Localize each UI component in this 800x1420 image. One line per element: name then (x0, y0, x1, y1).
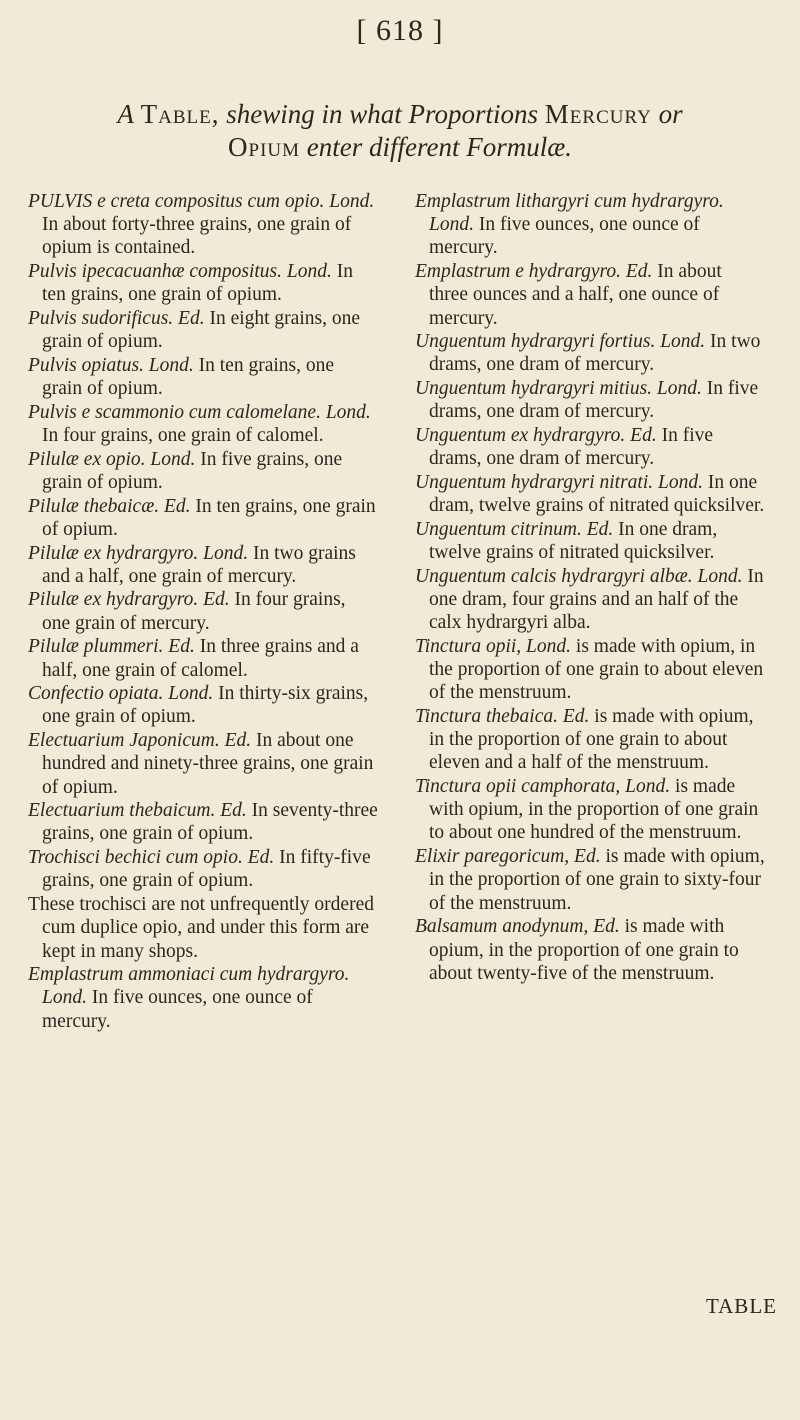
formula-entry (415, 260, 765, 330)
formula-entry (415, 845, 765, 915)
formula-name: Balsamum anodynum, Ed. (415, 916, 620, 938)
formula-name: Pulvis e scammonio cum calomelane. Lond. (28, 401, 371, 423)
formula-proportion: In ten grains, one grain of opium. (42, 495, 376, 540)
formula-proportion: In seventy-three grains, one grain of opium. (42, 800, 378, 845)
formula-entry (415, 424, 765, 470)
formula-name: Emplastrum ammoniaci cum hydrargyro. Lond. (28, 964, 350, 1009)
formula-entry (415, 775, 765, 845)
formula-name: Pulvis ipecacuanhæ compositus. Lond. (28, 261, 332, 283)
formula-entry (28, 799, 378, 845)
formula-name: Electuarium Japonicum. Ed. (28, 730, 252, 752)
formula-name: Confectio opiata. Lond. (28, 683, 214, 705)
formula-proportion: In fifty-five grains, one grain of opium. (42, 847, 371, 892)
formula-name: Emplastrum lithargyri cum hydrargyro. Lond. (415, 191, 724, 236)
formula-entry (28, 846, 378, 892)
formula-name: Unguentum ex hydrargyro. Ed. (415, 425, 657, 447)
formula-entry (28, 354, 378, 400)
formula-entry (415, 635, 765, 705)
formula-proportion: In thirty-six grains, one grain of opium. (42, 683, 369, 728)
formula-proportion: In four grains, one grain of mercury. (42, 589, 346, 634)
formula-name: Pilulæ thebaicæ. Ed. (28, 495, 191, 517)
formula-note (28, 893, 378, 963)
formula-name: Pilulæ ex hydrargyro. Ed. (28, 589, 230, 611)
formula-entry (28, 307, 378, 353)
formula-proportion: In five ounces, one ounce of mercury. (42, 987, 313, 1032)
formula-proportion: In one dram, twelve grains of nitrated quicksilver. (429, 518, 718, 564)
formula-proportion: In four grains, one grain of calomel. (42, 425, 324, 447)
formula-proportion: is made with opium, in the proportion of one grain to about eleven and a half of the menstruum. (429, 705, 754, 774)
formula-proportion: These trochisci are not unfrequently ordered cum duplice opio, and under this form are kept in many shops. (28, 894, 374, 962)
formula-entry (28, 729, 378, 799)
formula-name: Unguentum hydrargyri fortius. Lond. (415, 331, 706, 353)
formula-entry (28, 682, 378, 728)
formula-proportion: is made with opium, in the proportion of one grain to sixty-four of the menstruum. (429, 846, 765, 914)
formula-name: Emplastrum e hydrargyro. Ed. (415, 261, 653, 283)
formula-entry (28, 495, 378, 541)
formula-name: Electuarium thebaicum. Ed. (28, 800, 247, 822)
formula-name: Unguentum hydrargyri mitius. Lond. (415, 378, 702, 400)
formula-proportion: In one dram, four grains and an half of the calx hydrargyri alba. (429, 565, 764, 634)
heading-line-1: A Table, shewing in what Proportions Mercury or (117, 99, 683, 129)
formula-entry (28, 190, 378, 260)
formula-proportion: In about one hundred and ninety-three grains, one grain of opium. (42, 730, 374, 798)
formula-entry (28, 260, 378, 306)
formula-proportion: In about forty-three grains, one grain of opium is contained. (42, 214, 352, 259)
formula-entry (28, 963, 378, 1033)
formula-entry (415, 190, 765, 260)
formula-name: Pulvis sudorificus. Ed. (28, 308, 205, 330)
formula-entry (415, 565, 765, 635)
formula-proportion: In five grains, one grain of opium. (42, 448, 343, 493)
formula-proportion: is made with opium, in the proportion of one grain to about eleven of the menstruum. (429, 635, 764, 704)
formula-name: Pilulæ ex hydrargyro. Lond. (28, 542, 249, 564)
formula-entry (28, 588, 378, 634)
formula-proportion: In five drams, one dram of mercury. (429, 425, 714, 470)
formula-name: Unguentum calcis hydrargyri albæ. Lond. (415, 565, 743, 587)
formula-name: Tinctura thebaica. Ed. (415, 705, 590, 727)
formula-name: Tinctura opii camphorata, Lond. (415, 776, 671, 798)
right-column (415, 190, 765, 985)
catchword: TABLE (706, 1294, 777, 1318)
formula-name: Tinctura opii, Lond. (415, 635, 572, 657)
formula-proportion: In eight grains, one grain of opium. (42, 308, 360, 353)
formula-name: Pulvis opiatus. Lond. (28, 354, 194, 376)
formula-proportion: In ten grains, one grain of opium. (42, 354, 335, 400)
formula-proportion: is made with opium, in the proportion of one grain to about one hundred of the menstruum. (429, 776, 759, 844)
formula-entry (415, 471, 765, 517)
formula-entry (415, 377, 765, 423)
formula-proportion: In three grains and a half, one grain of calomel. (42, 636, 359, 681)
formula-name: Unguentum hydrargyri nitrati. Lond. (415, 471, 703, 493)
left-column (28, 190, 378, 1033)
page-number: [ 618 ] (356, 14, 444, 47)
formula-entry (415, 915, 765, 985)
formula-name: Pilulæ plummeri. Ed. (28, 636, 195, 658)
formula-entry (28, 448, 378, 494)
formula-entry (28, 542, 378, 588)
formula-entry (415, 518, 765, 564)
formula-proportion: In two grains and a half, one grain of mercury. (42, 542, 356, 587)
formula-proportion: is made with opium, in the proportion of one grain to about twenty-five of the menstruum. (429, 916, 739, 984)
formula-entry (28, 401, 378, 447)
formula-proportion: In five ounces, one ounce of mercury. (429, 214, 700, 259)
formula-name: Pilulæ ex opio. Lond. (28, 448, 196, 470)
formula-entry (28, 635, 378, 681)
formula-proportion: In about three ounces and a half, one ounce of mercury. (429, 261, 722, 329)
formula-proportion: In one dram, twelve grains of nitrated quicksilver. (429, 471, 765, 517)
formula-proportion: In five drams, one dram of mercury. (429, 378, 759, 423)
formula-name: Unguentum citrinum. Ed. (415, 518, 614, 540)
heading-line-2: Opium enter different Formulæ. (228, 132, 572, 162)
page-heading (40, 98, 760, 164)
formula-proportion: In ten grains, one grain of opium. (42, 261, 353, 306)
formula-proportion: In two drams, one dram of mercury. (429, 331, 761, 376)
formula-name: Elixir paregoricum, Ed. (415, 846, 601, 868)
formula-name: Trochisci bechici cum opio. Ed. (28, 847, 275, 869)
formula-entry (415, 330, 765, 376)
formula-name: PULVIS e creta compositus cum opio. Lond. (28, 191, 375, 212)
formula-entry (415, 705, 765, 775)
